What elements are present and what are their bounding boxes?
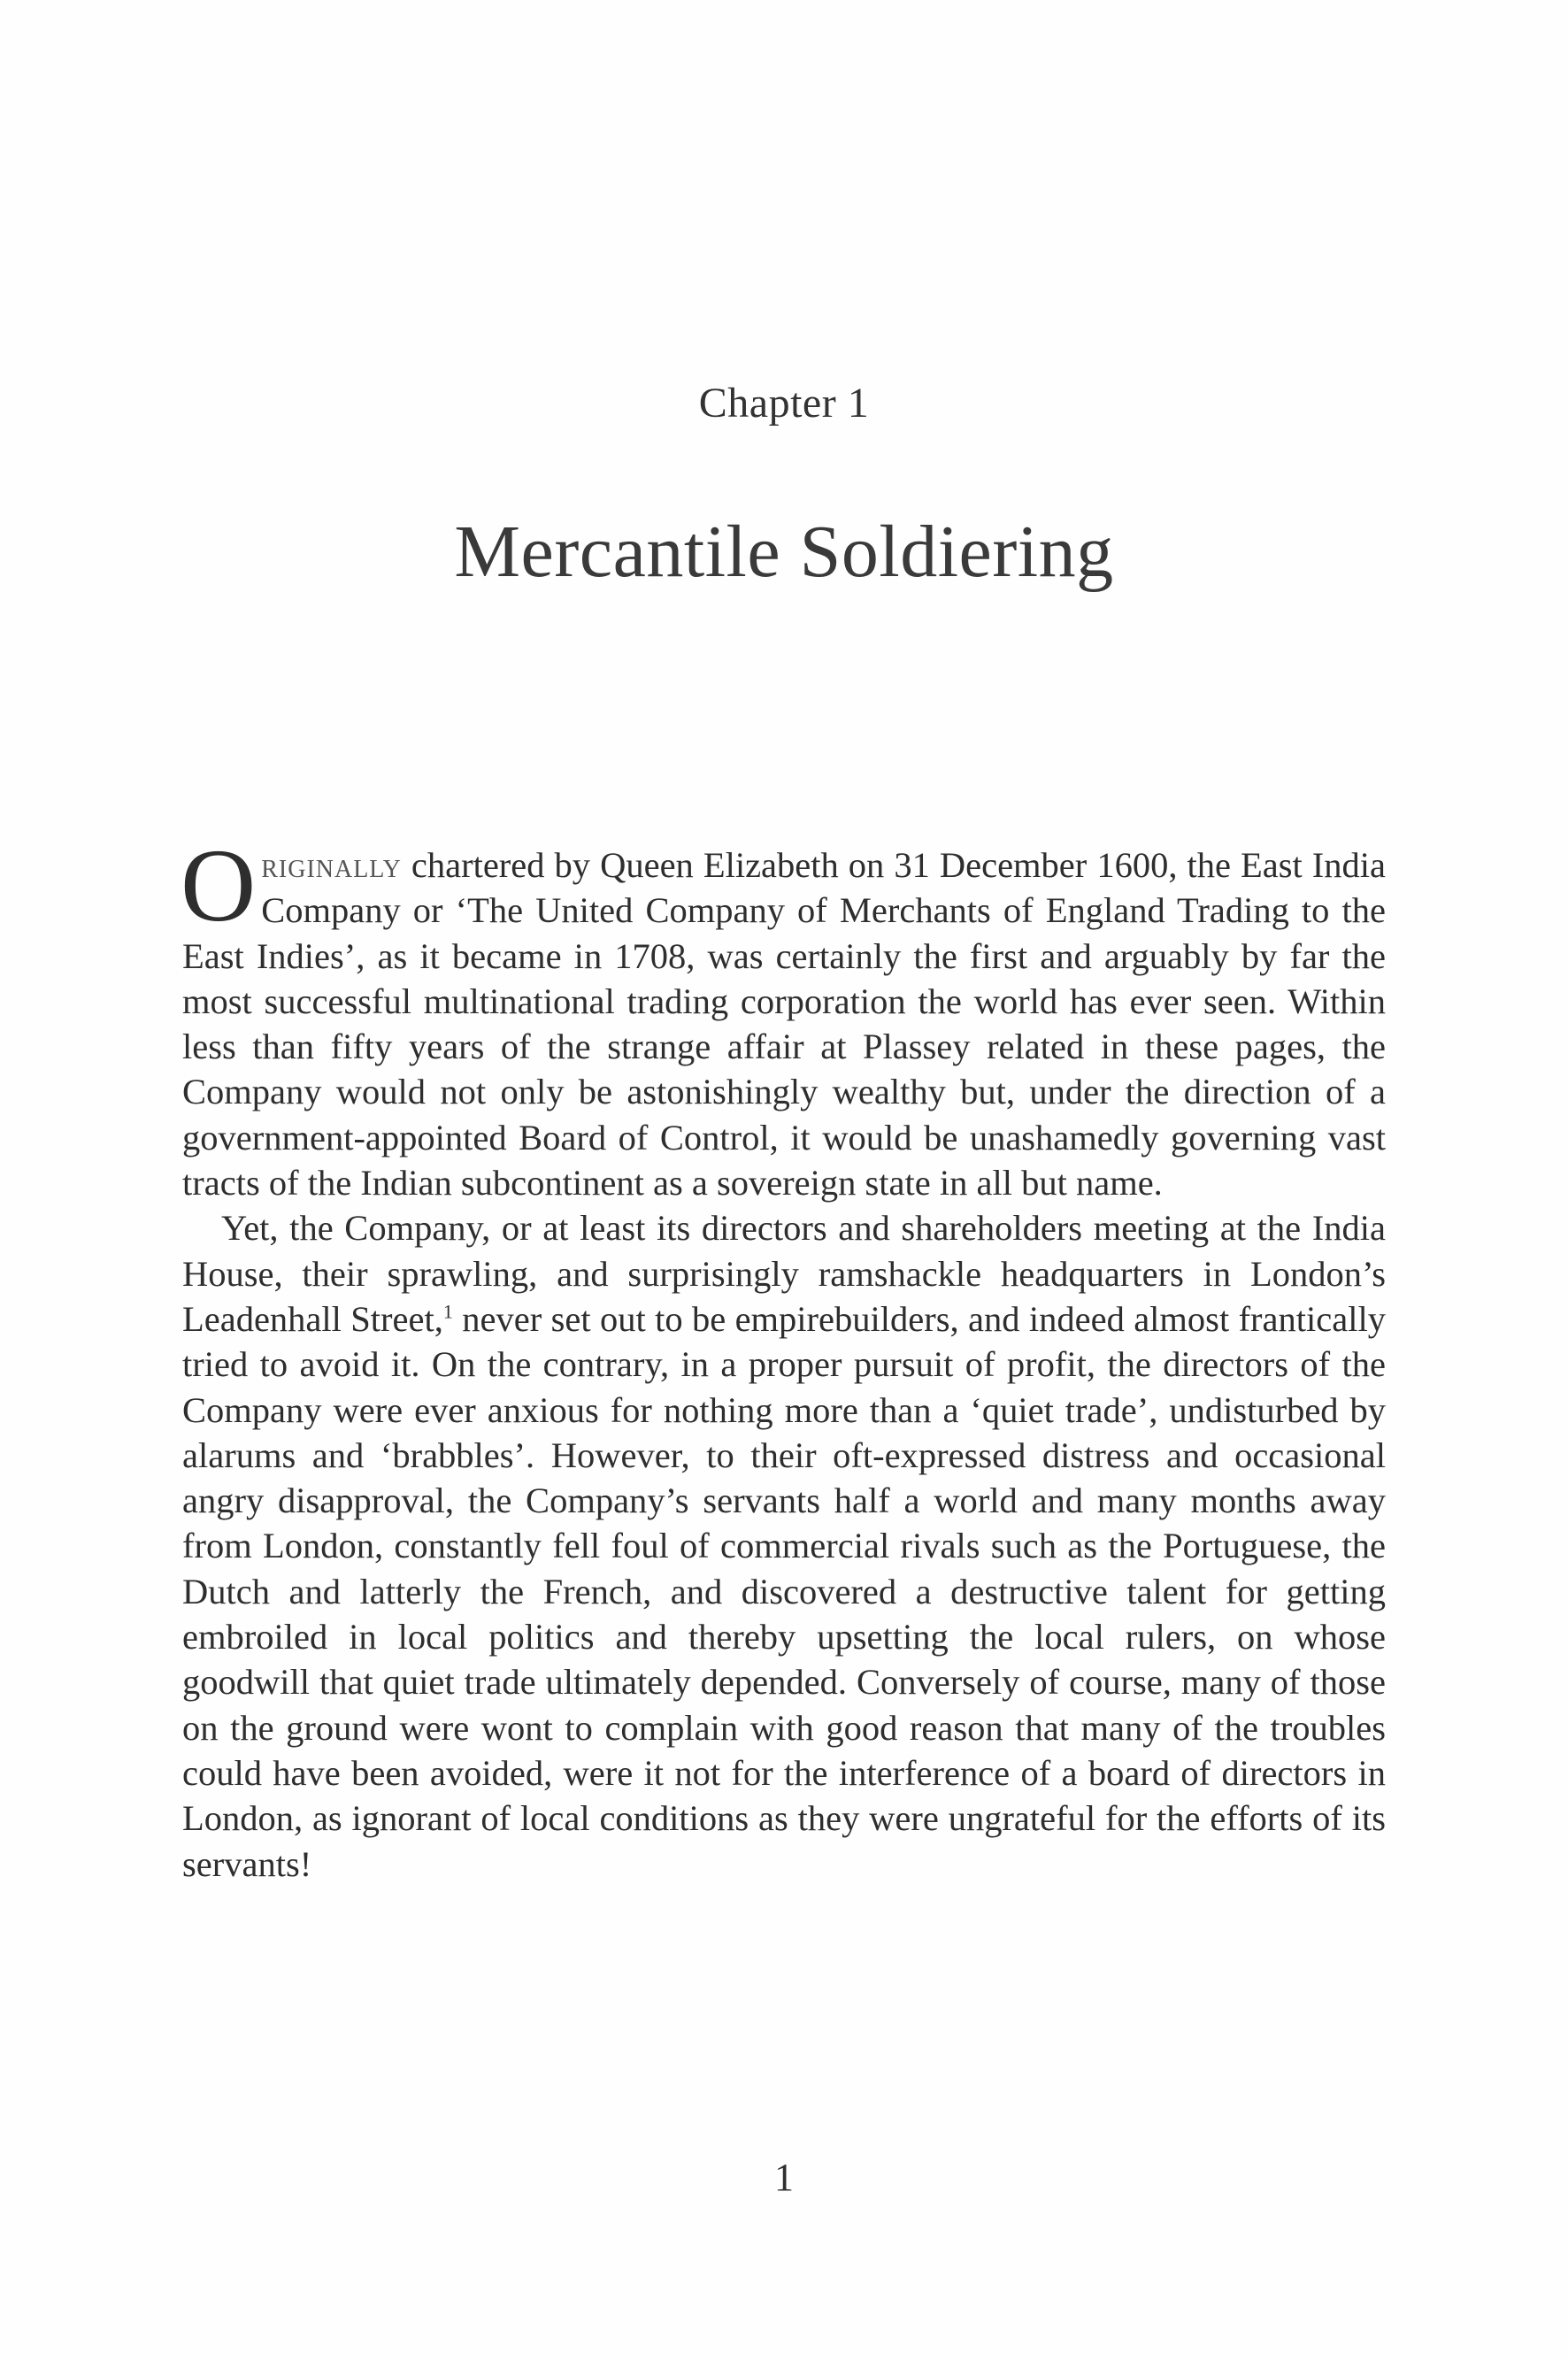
footnote-reference: 1 [442,1300,453,1323]
paragraph-2-text-b: never set out to be empirebuilders, and indeed almost frantically tried to avoid it. On the contrary, in a proper pursuit of profit, the directors of the Company were ever anxious for nothing more than a ‘quiet trade’, undisturbed by alarums and ‘brabbles’. However, to their oft-expressed distress and occasional angry disapproval, the Company’s servants half a world and many months away from London, constantly fell foul of commercial rivals such as the Portuguese, the Dutch and latterly the French, and discovered a destructive talent for getting embroiled in local politics and thereby upsetting the local rulers, on whose goodwill that quiet trade ultimately depended. Conversely of course, many of those on the ground were wont to complain with good reason that many of the troubles could have been avoided, were it not for the interference of a board of directors in London, as ignorant of local conditions as they were ungrateful for the efforts of its servants! [182,1298,1386,1884]
chapter-title: Mercantile Soldiering [454,511,1114,593]
paragraph-1-text: chartered by Queen Elizabeth on 31 December 1600, the East India Company or ‘The United Company of Merchants of England Trading to the East Indies’, as it became in 1708, was certainly the first and arguably by far the most successful multinational trading corporation the world has ever seen. Within less than fifty years of the strange affair at Plassey related in these pages, the Company would not only be astonishingly wealthy but, under the direction of a government-appointed Board of Control, it would be unashamedly governing vast tracts of the Indian subcontinent as a sovereign state in all but name. [182,845,1386,1204]
chapter-body [181,827,1386,1887]
paragraph-2-text-a: Yet, the Company, or at least its directors and shareholders meeting at the India House, their sprawling, and surprisingly ramshackle headquarters in London’s Leadenhall Street, [182,1208,1386,1339]
chapter-label: Chapter 1 [698,380,870,427]
paragraph-1 [181,827,1386,1205]
page-number: 1 [774,2156,794,2199]
opening-word-small-caps: riginally [261,845,402,885]
drop-cap: O [181,827,257,943]
paragraph-2 [182,1205,1386,1886]
